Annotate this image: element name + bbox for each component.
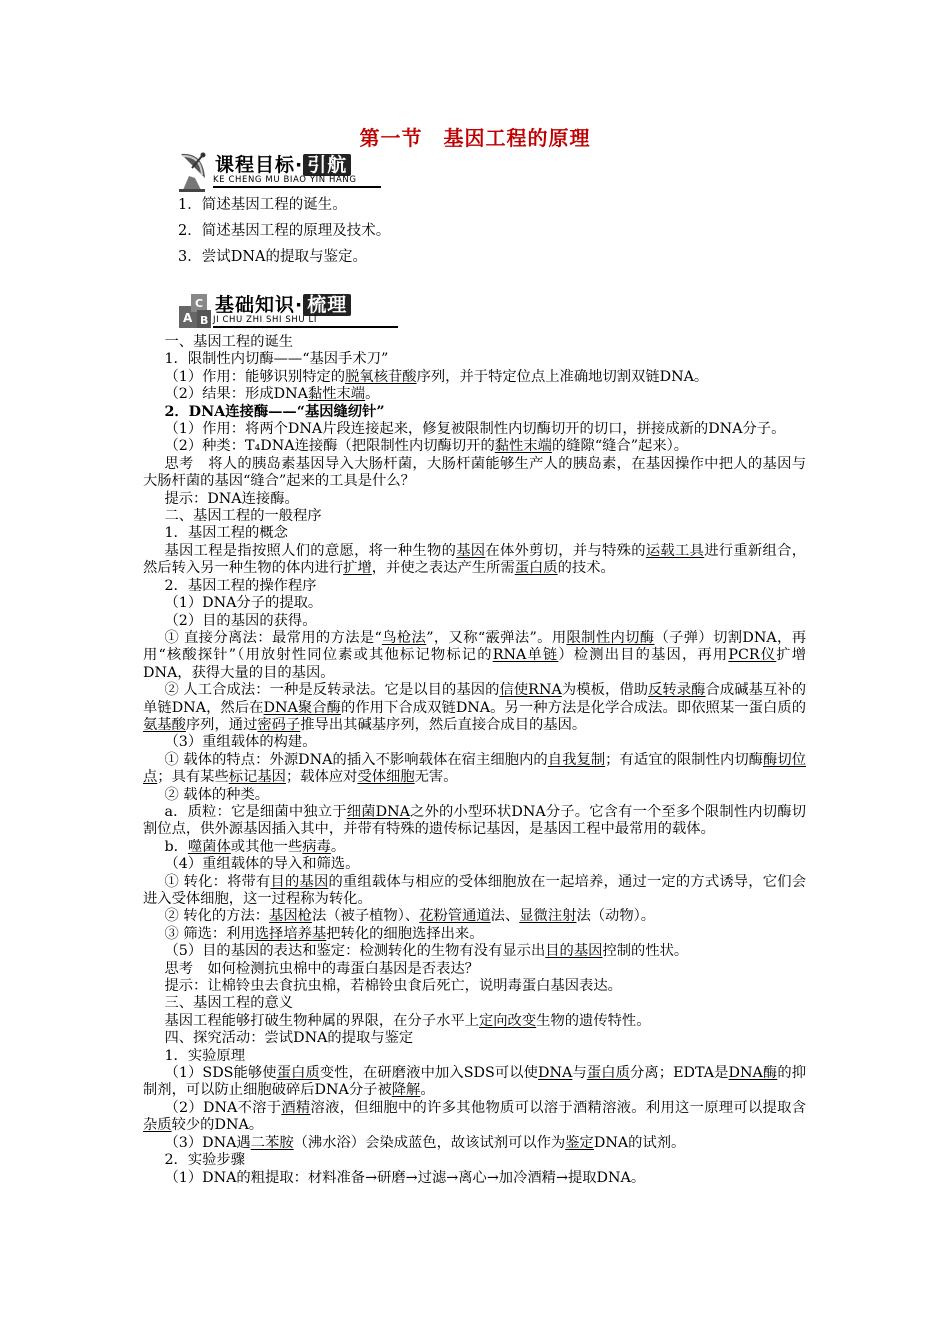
subsection-heading: 2．基因工程的操作程序 xyxy=(164,577,317,594)
paragraph: （1）SDS能够使蛋白质变性，在研磨液中加入SDS可以使DNA与蛋白质分离；EDTA是DNA酶的抑制剂，可以防止细胞破碎后DNA分子被降解。 xyxy=(143,1065,807,1099)
subsection-heading: 1．限制性内切酶——“基因手术刀” xyxy=(164,351,389,368)
paragraph: ① 载体的特点：外源DNA的插入不影响载体在宿主细胞内的自我复制；有适宜的限制性内切酶酶切位点；具有某些标记基因；载体应对受体细胞无害。 xyxy=(143,751,807,786)
course-objectives-banner xyxy=(175,148,385,192)
objectives-list xyxy=(178,196,390,274)
objective-item: 3．尝试DNA的提取与鉴定。 xyxy=(178,249,368,265)
think-question: 思考 将人的胰岛素基因导入大肠杆菌，大肠杆菌能够生产人的胰岛素，在基因操作中把人的基因与大肠杆菌的基因“缝合”起来的工具是什么？ xyxy=(143,455,806,490)
paragraph: ② 载体的种类。 xyxy=(164,786,270,803)
paragraph: ② 人工合成法：一种是反转录法。它是以目的基因的信使RNA为模板，借助反转录酶合成碱基互补的单链DNA，然后在DNA聚合酶的作用下合成双链DNA。另一种方法是化学合成法。即依照某一蛋白质的氨基酸序列，通过密码子推导出其碱基序列，然后直接合成目的基因。 xyxy=(143,682,807,733)
abc-blocks-icon xyxy=(175,288,215,332)
paragraph: （1）DNA分子的提取。 xyxy=(164,595,323,612)
banner-subtitle: JI CHU ZHI SHI SHU LI xyxy=(213,315,317,325)
paragraph: （1）作用：能够识别特定的脱氧核苷酸序列，并于特定位点上准确地切割双链DNA。 xyxy=(164,368,709,385)
svg-text:B: B xyxy=(200,314,209,327)
page-title: 第一节 基因工程的原理 xyxy=(359,126,591,150)
subsection-heading: 2．实验步骤 xyxy=(164,1152,246,1169)
main-content xyxy=(143,334,806,1187)
paragraph: （2）种类：T₄DNA连接酶（把限制性内切酶切开的黏性末端的缝隙“缝合”起来）。 xyxy=(164,438,689,455)
section-heading: 一、基因工程的诞生 xyxy=(164,334,294,350)
section-heading: 三、基因工程的意义 xyxy=(164,995,294,1012)
banner-underline xyxy=(213,326,398,328)
paragraph: （2）DNA不溶于酒精溶液，但细胞中的许多其他物质可以溶于酒精溶液。利用这一原理可以提取含杂质较少的DNA。 xyxy=(143,1099,806,1134)
paragraph: a．质粒：它是细菌中独立于细菌DNA之外的小型环状DNA分子。它含有一个至多个限制性内切酶切割位点，供外源基因插入其中，并带有特殊的遗传标记基因，是基因工程中最常用的载体。 xyxy=(143,803,806,838)
subsection-heading: 1．实验原理 xyxy=(164,1047,246,1064)
svg-text:A: A xyxy=(183,311,193,325)
hint-answer: 提示：DNA连接酶。 xyxy=(164,490,299,507)
think-question: 思考 如何检测抗虫棉中的毒蛋白基因是否表达？ xyxy=(164,960,479,977)
paragraph: （1）作用：将两个DNA片段连接起来，修复被限制性内切酶切开的切口，拼接成新的DNA分子。 xyxy=(164,421,786,438)
paragraph: （4）重组载体的导入和筛选。 xyxy=(164,856,360,873)
paragraph: ② 转化的方法：基因枪法（被子植物）、花粉管通道法、显微注射法（动物）。 xyxy=(164,908,656,925)
paragraph: ① 直接分离法：最常用的方法是“鸟枪法”，又称“霰弹法”。用限制性内切酶（子弹）切割DNA，再用“核酸探针”（用放射性同位素或其他标记物标记的RNA单链）检测出目的基因，再用PCR仪扩增DNA，获得大量的目的基因。 xyxy=(143,629,807,681)
paragraph: b．噬菌体或其他一些病毒。 xyxy=(164,838,346,855)
paragraph: ③ 筛选：利用选择培养基把转化的细胞选择出来。 xyxy=(164,925,484,942)
banner-underline xyxy=(213,186,381,188)
svg-text:C: C xyxy=(195,297,204,310)
paragraph: 基因工程是指按照人们的意愿，将一种生物的基因在体外剪切，并与特殊的运载工具进行重新组合，然后转入另一种生物的体内进行扩增，并使之表达产生所需蛋白质的技术。 xyxy=(143,542,807,577)
paragraph: （5）目的基因的表达和鉴定：检测转化的生物有没有显示出目的基因控制的性状。 xyxy=(164,943,689,960)
section-heading: 四、探究活动：尝试DNA的提取与鉴定 xyxy=(164,1030,414,1047)
banner-title: 课程目标· 引航 xyxy=(215,150,351,177)
satellite-dish-icon xyxy=(175,148,215,192)
hint-answer: 提示：让棉铃虫去食抗虫棉，若棉铃虫食后死亡，说明毒蛋白基因表达。 xyxy=(164,978,622,995)
paragraph: ① 转化：将带有目的基因的重组载体与相应的受体细胞放在一起培养，通过一定的方式诱导，它们会进入受体细胞，这一过程称为转化。 xyxy=(143,873,807,907)
basic-knowledge-banner xyxy=(175,288,405,332)
banner-title: 基础知识· 梳理 xyxy=(215,290,351,317)
paragraph: （2）目的基因的获得。 xyxy=(164,612,317,629)
subsection-heading: 2．DNA连接酶——“基因缝纫针” xyxy=(164,403,385,420)
paragraph: （2）结果：形成DNA黏性末端。 xyxy=(164,386,380,403)
paragraph: （1）DNA的粗提取：材料准备→研磨→过滤→离心→加冷酒精→提取DNA。 xyxy=(164,1169,646,1186)
subsection-heading: 1．基因工程的概念 xyxy=(164,525,288,542)
paragraph: （3）重组载体的构建。 xyxy=(164,734,317,751)
paragraph: 基因工程能够打破生物种属的界限，在分子水平上定向改变生物的遗传特性。 xyxy=(164,1012,651,1029)
objective-item: 1．简述基因工程的诞生。 xyxy=(178,197,347,213)
banner-subtitle: KE CHENG MU BIAO YIN HANG xyxy=(213,175,357,185)
section-heading: 二、基因工程的一般程序 xyxy=(164,508,322,525)
objective-item: 2．简述基因工程的原理及技术。 xyxy=(178,223,391,239)
paragraph: （3）DNA遇二苯胺（沸水浴）会染成蓝色，故该试剂可以作为鉴定DNA的试剂。 xyxy=(164,1134,686,1151)
